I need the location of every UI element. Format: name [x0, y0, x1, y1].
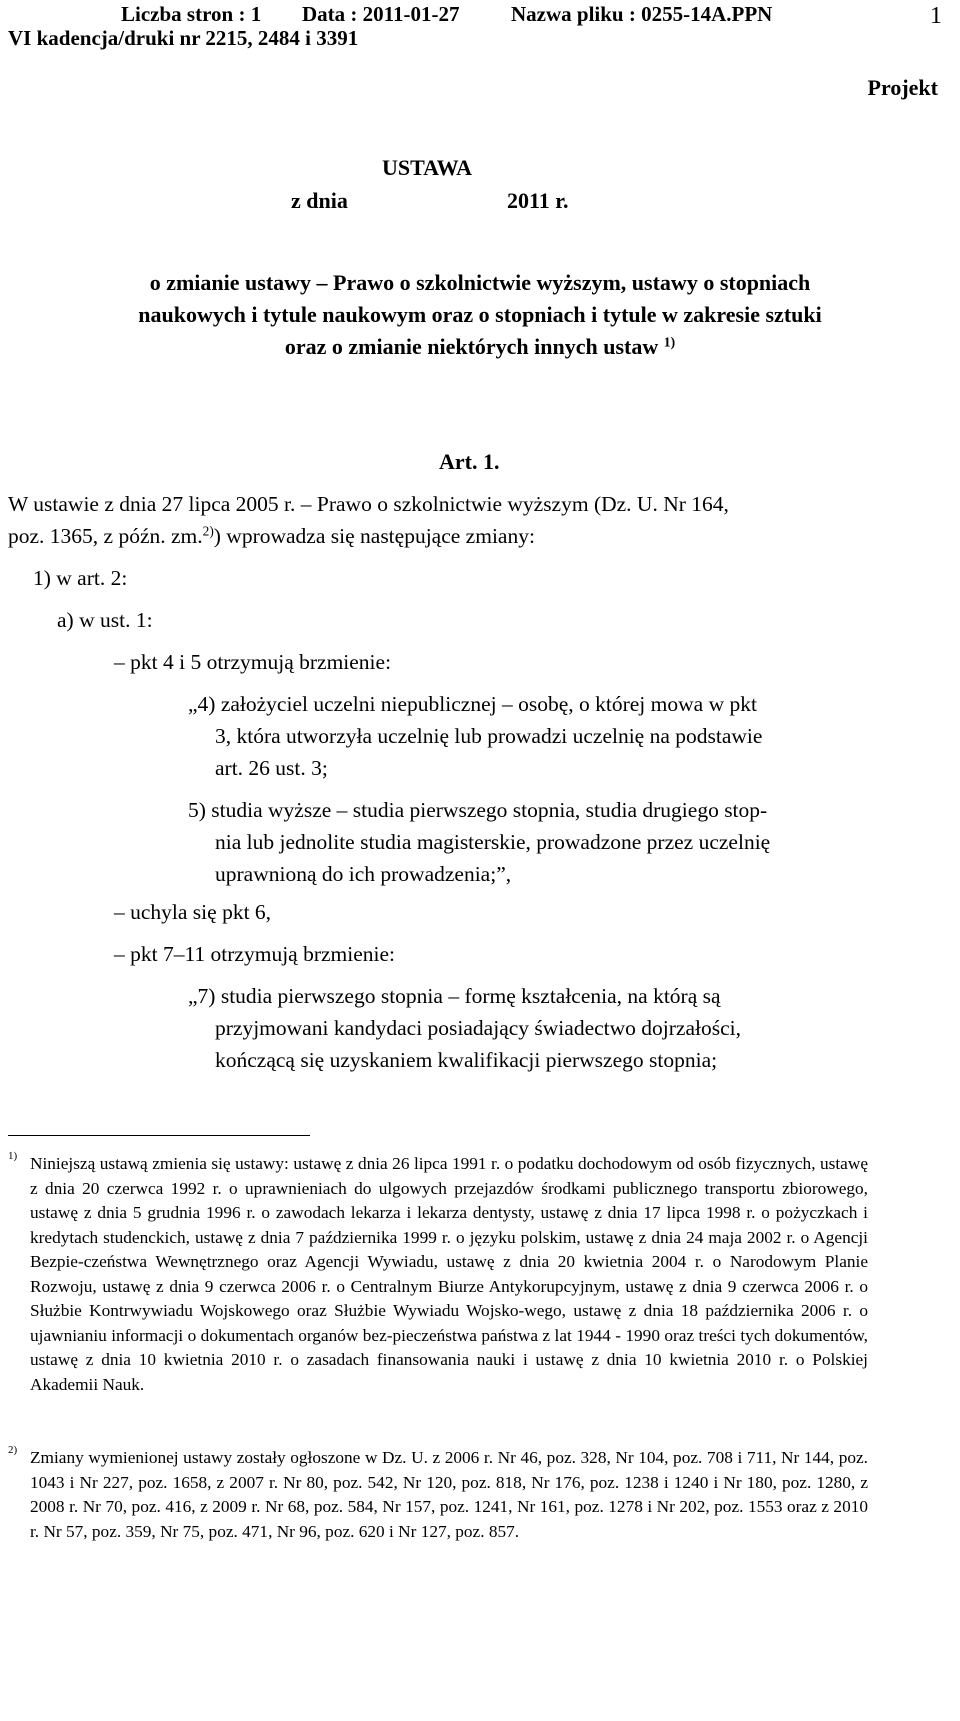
- header-edition: VI kadencja/druki nr 2215, 2484 i 3391: [8, 26, 359, 50]
- page-number: 1: [930, 3, 942, 29]
- letter-a: a) w ust. 1:: [57, 608, 153, 632]
- quote-point-5-line: 5) studia wyższe – studia pierwszego stopnia, studia drugiego stop-: [188, 798, 768, 822]
- title-line: [0, 331, 960, 363]
- dash-item-2: – uchyla się pkt 6,: [114, 900, 272, 924]
- header-page-count: Liczba stron : 1: [121, 2, 262, 26]
- quote-point-7-line: „7) studia pierwszego stopnia – formę kształcenia, na którą są: [188, 984, 721, 1008]
- act-title: [0, 267, 960, 363]
- quote-point-7-line: kończącą się uzyskaniem kwalifikacji pierwszego stopnia;: [215, 1048, 718, 1072]
- title-line: o zmianie ustawy – Prawo o szkolnictwie wyższym, ustawy o stopniach: [149, 270, 811, 295]
- dash-item-1: – pkt 4 i 5 otrzymują brzmienie:: [114, 650, 392, 674]
- footnote-2-ref: 2): [8, 1444, 18, 1456]
- quote-point-7-line: przyjmowani kandydaci posiadający świadectwo dojrzałości,: [215, 1016, 741, 1040]
- dash-item-3: – pkt 7–11 otrzymują brzmienie:: [114, 942, 396, 966]
- quote-point-5-line: nia lub jednolite studia magisterskie, prowadzone przez uczelnię: [215, 830, 771, 854]
- footnote-1-ref: 1): [8, 1150, 18, 1162]
- point-1: 1) w art. 2:: [33, 566, 128, 590]
- footnote-separator: [8, 1135, 310, 1136]
- footnote-2-text: Zmiany wymienionej ustawy zostały ogłoszone w Dz. U. z 2006 r. Nr 46, poz. 328, Nr 104, poz. 708 i 711, Nr 144, poz. 1043 i Nr 227, poz. 1658, z 2007 r. Nr 80, poz. 542, Nr 120, poz. 818, Nr 176, poz. 1238 i 1240 i Nr 180, poz. 1280, z 2008 r. Nr 70, poz. 416, z 2009 r. Nr 68, poz. 584, Nr 157, poz. 1241, Nr 161, poz. 1278 i Nr 202, poz. 1553 oraz z 2010 r. Nr 57, poz. 359, Nr 75, poz. 471, Nr 96, poz. 620 i Nr 127, poz. 857.: [30, 1448, 868, 1541]
- footnote-ref: 2): [202, 523, 214, 539]
- intro-text: poz. 1365, z późn. zm.: [8, 524, 203, 548]
- act-date-left: z dnia: [291, 188, 348, 213]
- quote-point-4-line: art. 26 ust. 3;: [215, 756, 328, 780]
- project-label: Projekt: [867, 75, 938, 100]
- title-line: naukowych i tytule naukowym oraz o stopniach i tytule w zakresie sztuki: [138, 302, 822, 327]
- quote-point-4-line: „4) założyciel uczelni niepublicznej – osobę, o której mowa w pkt: [188, 692, 757, 716]
- footnote-ref: 1): [663, 334, 676, 350]
- article-intro-line: [8, 520, 535, 552]
- act-date-right: 2011 r.: [507, 188, 569, 213]
- quote-point-4-line: 3, która utworzyła uczelnię lub prowadzi uczelnię na podstawie: [215, 724, 763, 748]
- act-type: USTAWA: [382, 155, 473, 180]
- title-line-text: oraz o zmianie niektórych innych ustaw: [284, 334, 659, 359]
- footnote-1-text: Niniejszą ustawą zmienia się ustawy: ustawę z dnia 26 lipca 1991 r. o podatku dochodowym od osób fizycznych, ustawę z dnia 20 czerwca 1992 r. o uprawnieniach do ulgowych przejazdów środkami publicznego transportu zbiorowego, ustawę z dnia 5 grudnia 1996 r. o zawodach lekarza i lekarza dentysty, ustawę z dnia 17 lipca 1998 r. o pożyczkach i kredytach studenckich, ustawę z dnia 7 października 1999 r. o języku polskim, ustawę z dnia 24 maja 2002 r. o Agencji Bezpie-czeństwa Wewnętrznego oraz Agencji Wywiadu, ustawę z dnia 20 kwietnia 2004 r. o Narodowym Planie Rozwoju, ustawę z dnia 9 czerwca 2006 r. o Centralnym Biurze Antykorupcyjnym, ustawę z dnia 9 czerwca 2006 r. o Służbie Kontrwywiadu Wojskowego oraz Służbie Wywiadu Wojsko-wego, ustawę z dnia 18 października 2006 r. o ujawnianiu informacji o dokumentach organów bez-pieczeństwa państwa z lat 1944 - 1990 oraz treści tych dokumentów, ustawę z dnia 10 kwietnia 2010 r. o zasadach finansowania nauki i ustawę z dnia 10 kwietnia 2010 r. o Polskiej Akademii Nauk.: [30, 1154, 868, 1394]
- quote-point-5-line: uprawnioną do ich prowadzenia;”,: [215, 862, 512, 886]
- header-date: Data : 2011-01-27: [302, 2, 460, 26]
- header-filename: Nazwa pliku : 0255-14A.PPN: [511, 2, 773, 26]
- intro-text: ) wprowadza się następujące zmiany:: [213, 524, 535, 548]
- article-heading: Art. 1.: [439, 449, 500, 474]
- article-intro-line: W ustawie z dnia 27 lipca 2005 r. – Prawo o szkolnictwie wyższym (Dz. U. Nr 164,: [8, 492, 729, 516]
